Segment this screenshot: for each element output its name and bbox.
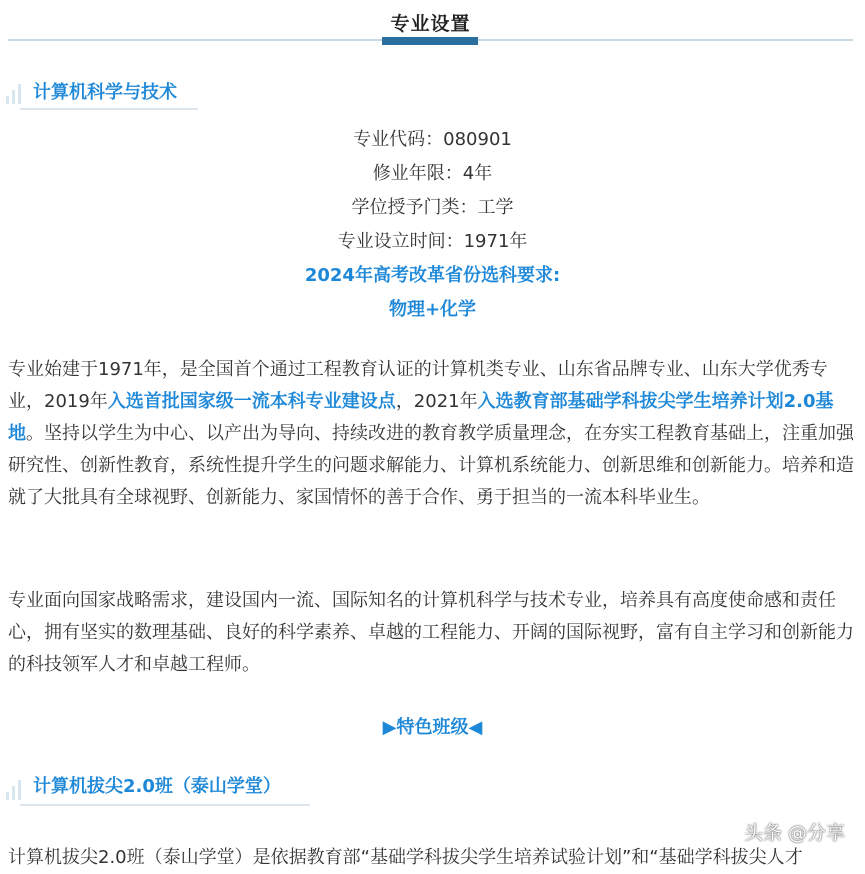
intro-text: 专业始建于1971年，是全国首个通过工程教育认证的计算机类专业、山东省品牌专业、山东大学优秀专业，2019年 [8, 359, 828, 412]
section-underline [20, 108, 198, 110]
major-code: 专业代码：080901 [353, 129, 512, 150]
watermark: 头条 @分享 [743, 822, 845, 844]
subject-requirement: 物理+化学 [388, 299, 477, 320]
intro-highlight: 入选首批国家级一流本科专业建设点 [107, 391, 396, 412]
major-established: 专业设立时间：1971年 [337, 231, 528, 252]
header [8, 0, 853, 46]
class-desc-text: 计算机拔尖2.0班（泰山学堂）是依据教育部“基础学科拔尖学生培养试验计划”和“基础学科拔尖人才 [8, 847, 803, 868]
intro-text: ，2021年 [395, 391, 478, 412]
major-section-header [0, 70, 320, 110]
special-classes-title: ▶特色班级◀ [382, 717, 483, 738]
major-duration: 修业年限：4年 [372, 163, 493, 184]
intro-text: 专业面向国家战略需求，建设国内一流、国际知名的计算机科学与技术专业，培养具有高度使命感和责任心，拥有坚实的数理基础、良好的科学素养、卓越的工程能力、开阔的国际视野，富有自主学习和创新能力的科技领军人才和卓越工程师。 [8, 590, 854, 675]
major-name: 计算机科学与技术 [33, 82, 177, 103]
intro-paragraph-2 [8, 585, 858, 681]
major-degree: 学位授予门类：工学 [351, 197, 514, 218]
intro-text: 。坚持以学生为中心、以产出为导向、持续改进的教育教学质量理念，在夯实工程教育基础上，注重加强研究性、创新性教育，系统性提升学生的问题求解能力、计算机系统能力、创新思维和创新能力。培养和造就了大批具有全球视野、创新能力、家国情怀的善于合作、勇于担当的一流本科毕业生。 [8, 423, 854, 508]
page-title: 专业设置 [390, 13, 471, 35]
section-underline [20, 804, 310, 806]
subject-requirement-title: 2024年高考改革省份选科要求: [304, 265, 561, 286]
class-section-header [0, 766, 320, 806]
header-accent-bar [382, 37, 478, 45]
class-name: 计算机拔尖2.0班（泰山学堂） [33, 776, 281, 797]
intro-highlight: 入选教育部基础学科拔尖学生培养计划2.0基地 [8, 391, 834, 444]
class-description [8, 842, 858, 874]
major-info [0, 123, 865, 327]
intro-paragraph-1 [8, 354, 858, 514]
